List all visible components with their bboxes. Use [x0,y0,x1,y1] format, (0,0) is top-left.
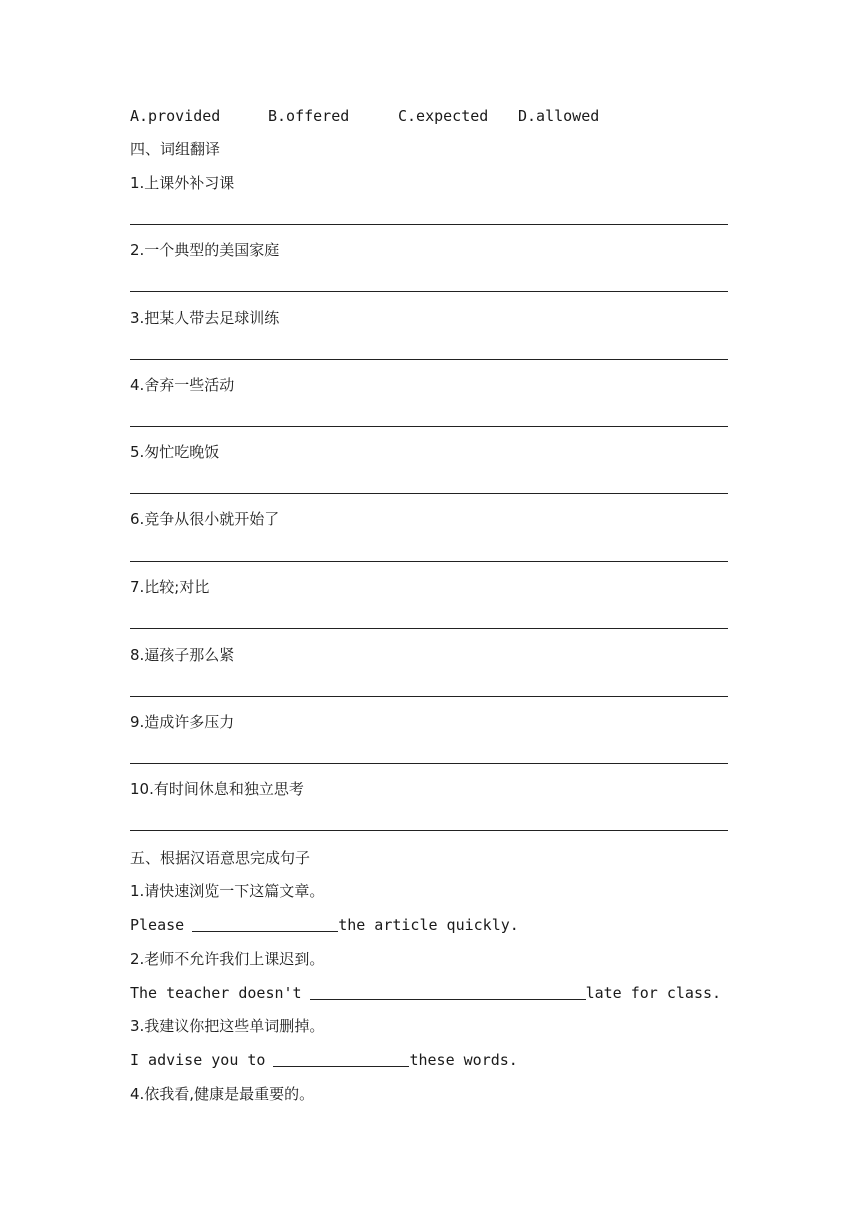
answer-line-5[interactable] [130,493,728,494]
phrase-item-7: 7.比较;对比 [130,578,210,596]
option-c: C.expected [398,107,489,125]
option-b: B.offered [268,107,350,125]
phrase-item-5: 5.匆忙吃晚饭 [130,443,220,461]
sentence-3-prefix: I advise you to [130,1051,266,1069]
option-a: A.provided [130,107,221,125]
option-d: D.allowed [518,107,600,125]
phrase-item-3: 3.把某人带去足球训练 [130,309,280,327]
phrase-item-8: 8.逼孩子那么紧 [130,646,235,664]
sentence-1-chinese: 1.请快速浏览一下这篇文章。 [130,882,325,900]
phrase-item-2: 2.一个典型的美国家庭 [130,241,280,259]
sentence-2-chinese: 2.老师不允许我们上课迟到。 [130,950,325,968]
worksheet-page [130,0,730,1216]
phrase-item-10: 10.有时间休息和独立思考 [130,780,304,798]
sentence-1-prefix: Please [130,916,185,934]
answer-line-8[interactable] [130,696,728,697]
mc-options-row [130,106,599,126]
answer-line-9[interactable] [130,763,728,764]
sentence-1-suffix: the article quickly. [338,916,519,934]
phrase-item-9: 9.造成许多压力 [130,713,235,731]
answer-line-6[interactable] [130,561,728,562]
sentence-2-suffix: late for class. [585,984,722,1002]
sentence-3-chinese: 3.我建议你把这些单词删掉。 [130,1017,325,1035]
sentence-3-suffix: these words. [409,1051,518,1069]
sentence-2-blank[interactable] [310,983,586,1000]
sentence-4-chinese: 4.依我看,健康是最重要的。 [130,1085,315,1103]
answer-line-3[interactable] [130,359,728,360]
sentence-1-blank[interactable] [192,915,338,932]
phrase-item-1: 1.上课外补习课 [130,174,235,192]
section5-heading: 五、根据汉语意思完成句子 [130,849,311,867]
sentence-1-english [130,915,519,935]
sentence-2-english [130,983,721,1003]
answer-line-10[interactable] [130,830,728,831]
sentence-3-english [130,1050,518,1070]
answer-line-1[interactable] [130,224,728,225]
section4-heading: 四、词组翻译 [130,140,221,158]
sentence-2-prefix: The teacher doesn't [130,984,302,1002]
phrase-item-4: 4.舍弃一些活动 [130,376,235,394]
answer-line-4[interactable] [130,426,728,427]
answer-line-7[interactable] [130,628,728,629]
answer-line-2[interactable] [130,291,728,292]
phrase-item-6: 6.竞争从很小就开始了 [130,510,280,528]
sentence-3-blank[interactable] [273,1050,409,1067]
